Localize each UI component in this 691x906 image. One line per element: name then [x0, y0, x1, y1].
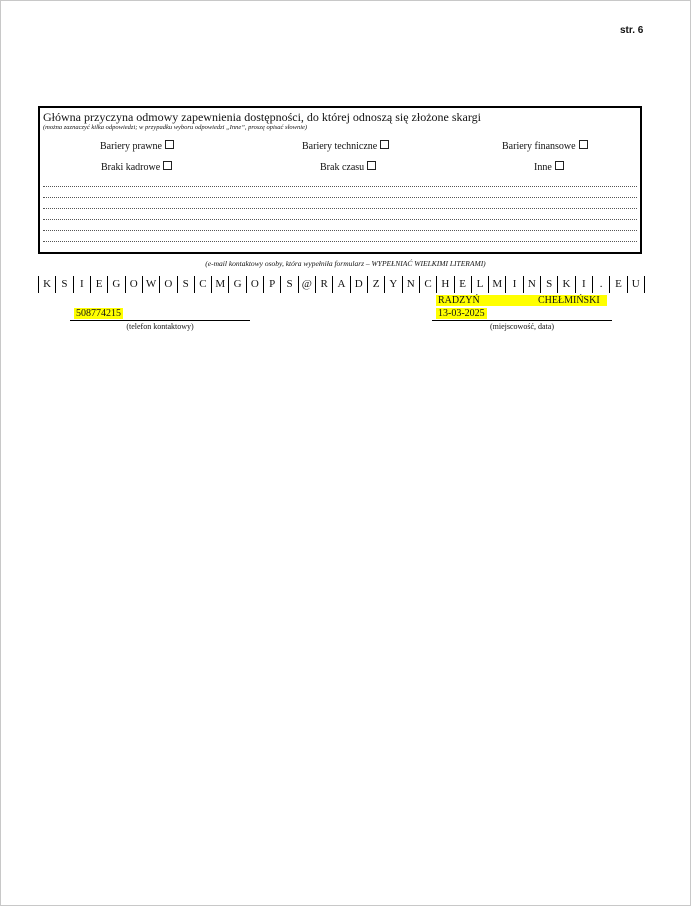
email-char-cell[interactable]: L: [472, 276, 489, 293]
email-char-cell[interactable]: S: [56, 276, 73, 293]
option-technical-barriers[interactable]: [302, 140, 389, 152]
checkbox[interactable]: [165, 140, 174, 149]
option-label: Inne: [534, 162, 552, 173]
option-financial-barriers[interactable]: [502, 140, 588, 152]
place-city[interactable]: RADZYŃ: [438, 295, 480, 306]
email-caption: (e-mail kontaktowy osoby, która wypełniła formularz – WYPEŁNIAĆ WIELKIMI LITERAMI): [205, 259, 486, 268]
date-value[interactable]: 13-03-2025: [438, 308, 485, 319]
email-char-cell[interactable]: I: [74, 276, 91, 293]
email-char-cell[interactable]: H: [437, 276, 454, 293]
checkbox[interactable]: [163, 161, 172, 170]
option-label: Bariery finansowe: [502, 141, 576, 152]
email-char-cell[interactable]: I: [506, 276, 523, 293]
email-char-cell[interactable]: E: [455, 276, 472, 293]
email-char-cell[interactable]: S: [178, 276, 195, 293]
email-char-cell[interactable]: C: [195, 276, 212, 293]
email-char-cell[interactable]: G: [229, 276, 246, 293]
dotted-line: [43, 208, 637, 209]
email-char-cell[interactable]: E: [610, 276, 627, 293]
dotted-line: [43, 230, 637, 231]
option-label: Bariery techniczne: [302, 141, 378, 152]
dotted-line: [43, 186, 637, 187]
checkbox[interactable]: [380, 140, 389, 149]
email-char-cell[interactable]: U: [628, 276, 645, 293]
option-other[interactable]: [534, 161, 564, 173]
reason-section: [38, 106, 642, 254]
email-char-cell[interactable]: M: [489, 276, 506, 293]
option-legal-barriers[interactable]: [100, 140, 174, 152]
checkbox[interactable]: [367, 161, 376, 170]
email-char-cell[interactable]: Z: [368, 276, 385, 293]
email-char-cell[interactable]: K: [558, 276, 575, 293]
dotted-line: [43, 219, 637, 220]
email-char-cell[interactable]: R: [316, 276, 333, 293]
email-char-cell[interactable]: N: [403, 276, 420, 293]
phone-value[interactable]: 508774215: [76, 308, 121, 319]
email-char-cell[interactable]: E: [91, 276, 108, 293]
email-char-cell[interactable]: .: [593, 276, 610, 293]
email-char-cell[interactable]: G: [108, 276, 125, 293]
email-char-cell[interactable]: N: [524, 276, 541, 293]
email-char-cell[interactable]: C: [420, 276, 437, 293]
checkbox[interactable]: [555, 161, 564, 170]
dotted-line: [43, 241, 637, 242]
email-char-cell[interactable]: O: [126, 276, 143, 293]
phone-caption: (telefon kontaktowy): [126, 322, 194, 331]
email-char-cell[interactable]: W: [143, 276, 160, 293]
email-char-cell[interactable]: S: [541, 276, 558, 293]
email-char-cell[interactable]: I: [576, 276, 593, 293]
option-label: Brak czasu: [320, 162, 365, 173]
place-underline: [432, 320, 612, 321]
email-char-cell[interactable]: M: [212, 276, 229, 293]
checkbox[interactable]: [579, 140, 588, 149]
email-char-cell[interactable]: O: [247, 276, 264, 293]
email-char-cell[interactable]: O: [160, 276, 177, 293]
email-char-cell[interactable]: A: [333, 276, 350, 293]
email-char-cell[interactable]: @: [299, 276, 316, 293]
email-char-cell[interactable]: S: [281, 276, 298, 293]
section-title: Główna przyczyna odmowy zapewnienia dostępności, do której odnoszą się złożone skargi: [43, 110, 481, 124]
dotted-line: [43, 197, 637, 198]
option-label: Bariery prawne: [100, 141, 162, 152]
option-label: Braki kadrowe: [101, 162, 161, 173]
section-note: (można zaznaczyć kilka odpowiedzi; w przypadku wyboru odpowiedzi „Inne”, proszę opisać słownie): [43, 124, 308, 131]
email-char-cell[interactable]: Y: [385, 276, 402, 293]
email-char-cell[interactable]: P: [264, 276, 281, 293]
email-field[interactable]: [38, 276, 645, 293]
phone-underline: [70, 320, 250, 321]
place-county[interactable]: CHEŁMIŃSKI: [538, 295, 600, 306]
place-date-caption: (miejscowość, data): [490, 322, 554, 331]
page-number: str. 6: [620, 25, 644, 36]
option-staff-shortage[interactable]: [101, 161, 172, 173]
email-char-cell[interactable]: K: [39, 276, 56, 293]
email-char-cell[interactable]: D: [351, 276, 368, 293]
option-lack-of-time[interactable]: [320, 161, 376, 173]
